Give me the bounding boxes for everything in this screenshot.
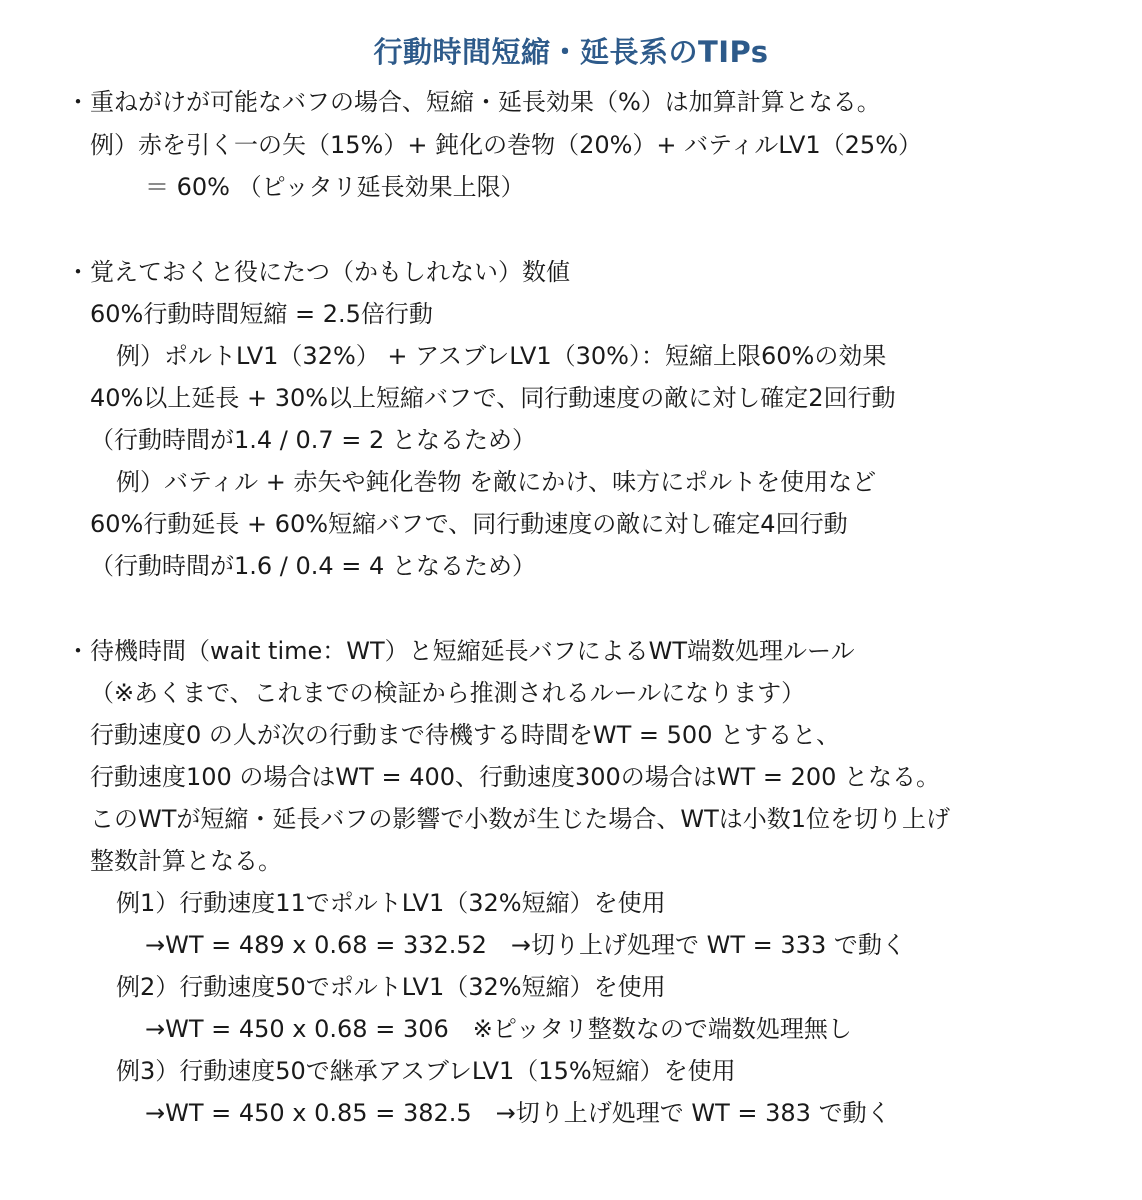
section-2-note: （行動時間が1.6 / 0.4 = 4 となるため） bbox=[90, 552, 536, 580]
page-title: 行動時間短縮・延長系のTIPs bbox=[373, 35, 769, 69]
section-3-calc-1: →WT = 489 x 0.68 = 332.52 →切り上げ処理で WT = 333 で動く bbox=[145, 931, 906, 959]
section-3-line: 整数計算となる。 bbox=[90, 847, 282, 875]
section-2-example: 例）ポルトLV1（32%） + アスブレLV1（30%）：短縮上限60%の効果 bbox=[116, 342, 887, 370]
section-3-example-3: 例3）行動速度50で継承アスブレLV1（15%短縮）を使用 bbox=[116, 1057, 736, 1085]
section-3-calc-2: →WT = 450 x 0.68 = 306 ※ピッタリ整数なので端数処理無し bbox=[145, 1015, 852, 1043]
section-3-line: 行動速度0 の人が次の行動まで待機する時間をWT = 500 とすると、 bbox=[90, 721, 841, 749]
section-3-line: このWTが短縮・延長バフの影響で小数が生じた場合、WTは小数1位を切り上げ bbox=[90, 805, 951, 833]
section-1-example: 例）赤を引く一の矢（15%）+ 鈍化の巻物（20%）+ バティルLV1（25%） bbox=[90, 131, 923, 159]
section-3-bullet: ・待機時間（wait time：WT）と短縮延長バフによるWT端数処理ルール bbox=[66, 637, 855, 665]
section-1-bullet: ・重ねがけが可能なバフの場合、短縮・延長効果（%）は加算計算となる。 bbox=[66, 88, 881, 116]
section-3-example-2: 例2）行動速度50でポルトLV1（32%短縮）を使用 bbox=[116, 973, 666, 1001]
section-3-calc-3: →WT = 450 x 0.85 = 382.5 →切り上げ処理で WT = 383 で動く bbox=[145, 1099, 891, 1127]
section-2-line: 40%以上延長 + 30%以上短縮バフで、同行動速度の敵に対し確定2回行動 bbox=[90, 384, 896, 412]
section-2-example: 例）バティル + 赤矢や鈍化巻物 を敵にかけ、味方にポルトを使用など bbox=[116, 468, 877, 496]
section-1-result: ＝ 60% （ピッタリ延長効果上限） bbox=[145, 173, 525, 201]
section-3-line: 行動速度100 の場合はWT = 400、行動速度300の場合はWT = 200 となる。 bbox=[90, 763, 941, 791]
section-3-note: （※あくまで、これまでの検証から推測されるルールになります） bbox=[90, 679, 806, 707]
section-2-line: 60%行動時間短縮 = 2.5倍行動 bbox=[90, 300, 433, 328]
section-2-bullet: ・覚えておくと役にたつ（かもしれない）数値 bbox=[66, 258, 570, 286]
section-2-line: 60%行動延長 + 60%短縮バフで、同行動速度の敵に対し確定4回行動 bbox=[90, 510, 848, 538]
section-2-note: （行動時間が1.4 / 0.7 = 2 となるため） bbox=[90, 426, 536, 454]
section-3-example-1: 例1）行動速度11でポルトLV1（32%短縮）を使用 bbox=[116, 889, 666, 917]
